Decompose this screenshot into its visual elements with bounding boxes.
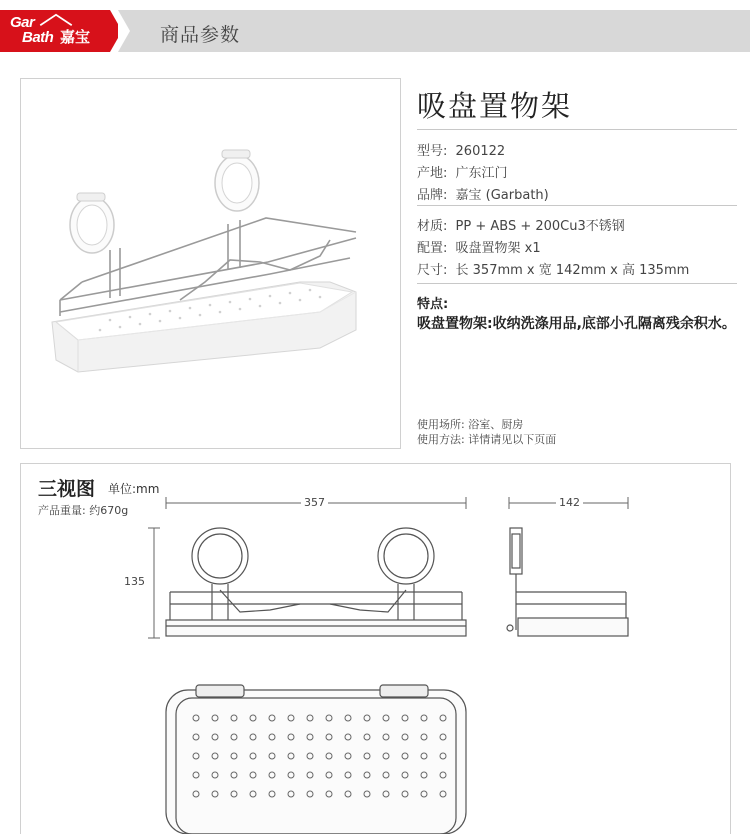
three-view-title: 三视图 [38, 478, 96, 500]
brand-logo [0, 10, 110, 52]
dimension-height: 135 [124, 575, 145, 588]
features-title: 特点: [417, 297, 449, 312]
origin-label: 产地: [417, 166, 448, 181]
divider [417, 205, 737, 206]
model-row [417, 140, 505, 159]
brand-value: 嘉宝 (Garbath) [455, 188, 549, 203]
origin-row [417, 162, 508, 181]
divider [417, 283, 737, 284]
model-label: 型号: [417, 144, 448, 159]
dimension-length: 357 [301, 496, 328, 509]
config-label: 配置: [417, 241, 448, 256]
size-row [417, 259, 689, 278]
material-row [417, 215, 625, 234]
product-name: 吸盘置物架 [417, 89, 573, 123]
usage-method: 使用方法: 详情请见以下页面 [417, 433, 557, 446]
page-title: 商品参数 [160, 24, 241, 46]
weight-label: 产品重量: 约670g [38, 504, 129, 517]
three-view-frame [20, 463, 731, 834]
usage-place: 使用场所: 浴室、厨房 [417, 418, 524, 431]
size-value: 长 357mm x 宽 142mm x 高 135mm [455, 263, 690, 278]
brand-label: 品牌: [417, 188, 448, 203]
origin-value: 广东江门 [455, 166, 508, 181]
dimension-width: 142 [556, 496, 583, 509]
divider [417, 129, 737, 130]
logo-house-icon [38, 13, 74, 27]
brand-row [417, 184, 549, 203]
material-value: PP + ABS + 200Cu3不锈钢 [455, 219, 625, 234]
config-row [417, 237, 541, 256]
features-text: 吸盘置物架:收纳洗涤用品,底部小孔隔离残余积水。 [417, 316, 736, 332]
material-label: 材质: [417, 219, 448, 234]
logo-text-gar: Gar [10, 14, 35, 31]
logo-text-cn: 嘉宝 [60, 28, 91, 46]
size-label: 尺寸: [417, 263, 448, 278]
model-value: 260122 [455, 144, 506, 159]
config-value: 吸盘置物架 x1 [455, 241, 541, 256]
page-header [0, 10, 750, 52]
logo-text-bath: Bath [22, 29, 54, 46]
product-image-frame [20, 78, 401, 449]
unit-label: 单位:mm [108, 482, 160, 496]
